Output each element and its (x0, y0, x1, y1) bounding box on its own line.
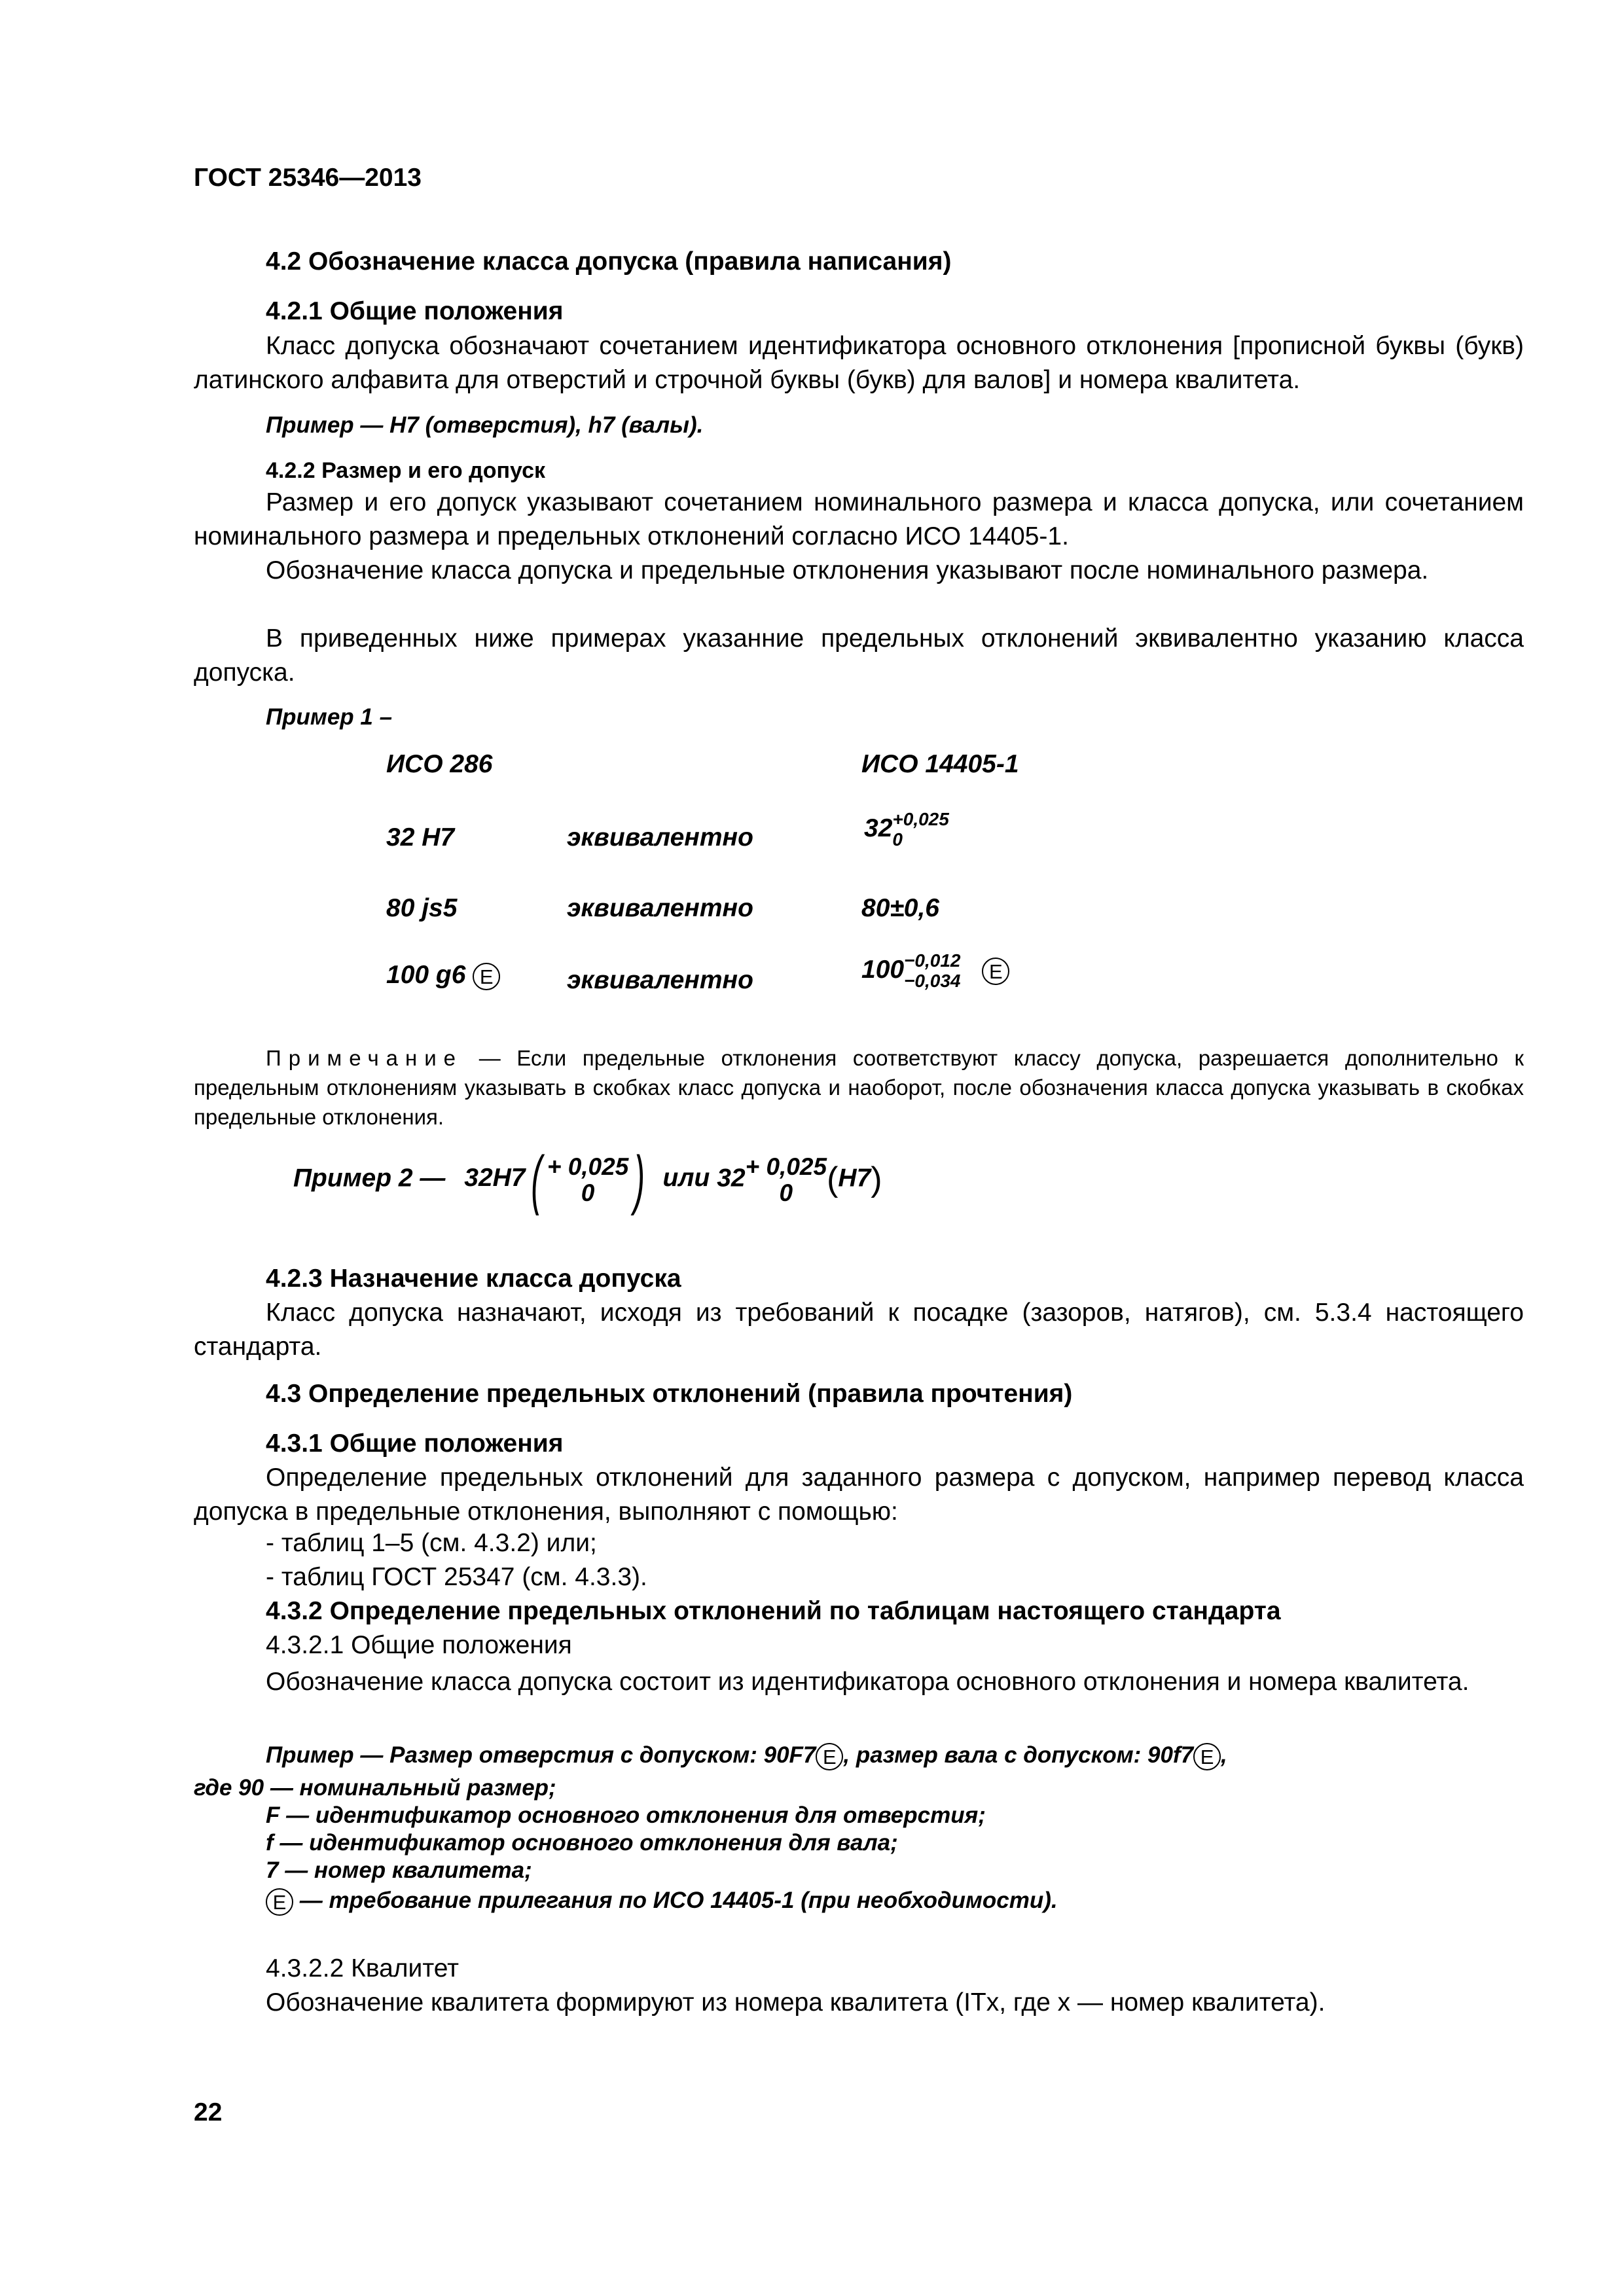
example-1-row-1-right (864, 810, 949, 849)
section-4-2-3-text: Класс допуска назначают, исходя из требований к посадке (зазоров, натягов), см. 5.3.4 настоящего стандарта. (194, 1299, 1524, 1361)
section-4-2-2-title: 4.2.2 Размер и его допуск (266, 458, 546, 483)
example-2-upper-b: + 0,025 (745, 1153, 827, 1180)
example-2-or: или (662, 1164, 710, 1193)
section-4-3-1-title: 4.3.1 Общие положения (266, 1429, 564, 1458)
paren-open-icon: ( (827, 1160, 839, 1198)
example-2-lower-b: 0 (779, 1179, 793, 1206)
tolerance-stack (892, 810, 948, 849)
example-2-stack-b (746, 1155, 827, 1205)
example-2-a: 32H7 (464, 1164, 526, 1193)
example-1-row-3-right (861, 952, 1009, 990)
example-1-row-1-left: 32 H7 (386, 823, 455, 852)
tolerance-base: 32 (864, 814, 893, 842)
page-number: 22 (194, 2098, 223, 2126)
paren-close-icon: ) (634, 1143, 645, 1216)
example-line-4: f — идентификатор основного отклонения для вала; (266, 1830, 898, 1856)
section-4-3-2-2-title: 4.3.2.2 Квалитет (266, 1954, 460, 1982)
tolerance-upper: +0,025 (892, 809, 949, 829)
section-4-2-2-p2: Обозначение класса допуска и предельные отклонения указывают после номинального размера. (266, 556, 1429, 584)
tolerance-upper: −0,012 (904, 950, 961, 971)
example-1-col-left: ИСО 286 (386, 750, 493, 778)
example-line-5: 7 — номер квалитета; (266, 1857, 532, 1883)
section-4-2-1-title: 4.2.1 Общие положения (266, 297, 564, 325)
example-main: Пример — H7 (отверстия), h7 (валы). (266, 412, 704, 438)
example-line-2: где 90 — номинальный размер; (194, 1775, 556, 1801)
list-item: - таблиц ГОСТ 25347 (см. 4.3.3). (266, 1563, 647, 1591)
example-2-label: Пример 2 — (293, 1164, 446, 1193)
tolerance-stack (904, 952, 960, 990)
example-2-stack-a (547, 1155, 628, 1205)
envelope-requirement-icon: E (266, 1888, 293, 1916)
example-2-class: H7 (838, 1164, 871, 1193)
example-2-upper-a: + 0,025 (547, 1153, 629, 1180)
section-4-2-1-text: Класс допуска обозначают сочетанием идентификатора основного отклонения [прописной буквы (букв) латинского алфавита для отверстий и строчной буквы (букв) для валов] и номера квалитета. (194, 332, 1524, 394)
note-label: Примечание (266, 1046, 463, 1070)
example-line-1-b: , размер вала с допуском: 90f7 (843, 1742, 1194, 1768)
example-line-1 (266, 1742, 1227, 1770)
section-4-3-2-1-title: 4.3.2.1 Общие положения (266, 1631, 572, 1659)
example-line-1-a: Пример — Размер отверстия с допуском: 90F7 (266, 1742, 816, 1768)
paren-close-icon: ) (871, 1160, 882, 1198)
section-4-3-2-1-text: Обозначение класса допуска состоит из идентификатора основного отклонения и номера квалитета. (266, 1668, 1470, 1696)
example-1-row-2-right: 80±0,6 (861, 894, 939, 922)
note-text: — Если предельные отклонения соответствуют классу допуска, разрешается дополнительно к предельным отклонениям указывать в скобках класс допуска и наоборот, после обозначения класса допуска указывать в скобках предельные отклонения. (194, 1046, 1524, 1129)
example-line-1-c: , (1221, 1742, 1227, 1768)
section-4-3-title: 4.3 Определение предельных отклонений (правила прочтения) (266, 1380, 1073, 1408)
paren-open-icon: ( (530, 1143, 542, 1216)
tolerance-lower: −0,034 (904, 971, 961, 991)
example-2 (293, 1143, 882, 1216)
envelope-requirement-icon: E (1193, 1743, 1221, 1770)
note (194, 1043, 1524, 1132)
envelope-requirement-icon: E (982, 958, 1009, 985)
example-2-lower-a: 0 (581, 1179, 595, 1206)
example-line-6-text: — требование прилегания по ИСО 14405-1 (при необходимости). (293, 1888, 1058, 1913)
section-4-2-2-p1: Размер и его допуск указывают сочетанием номинального размера и класса допуска, или сочетанием номинального размера и предельных отклонений согласно ИСО 14405-1. (194, 488, 1524, 550)
section-4-2-3-title: 4.2.3 Назначение класса допуска (266, 1265, 681, 1293)
example-1-row-3-left (386, 961, 500, 990)
example-1-col-right: ИСО 14405-1 (861, 750, 1019, 778)
example-1-row-2-equiv: эквивалентно (567, 894, 753, 922)
example-line-3: F — идентификатор основного отклонения для отверстия; (266, 1803, 986, 1828)
example-1-row-3-equiv: эквивалентно (567, 966, 753, 994)
section-4-3-2-2-text: Обозначение квалитета формируют из номера квалитета (ITx, где x — номер квалитета). (266, 1988, 1326, 2017)
example-1-row-2-left: 80 js5 (386, 894, 458, 922)
section-4-3-1-text: Определение предельных отклонений для заданного размера с допуском, например перевод класса допуска в предельные отклонения, выполняют с помощью: (194, 1463, 1524, 1526)
tolerance-lower: 0 (892, 829, 903, 850)
section-4-2-2-p3: В приведенных ниже примерах указанние предельных отклонений эквивалентно указанию класса допуска. (194, 624, 1524, 687)
section-4-3-2-title: 4.3.2 Определение предельных отклонений по таблицам настоящего стандарта (266, 1597, 1281, 1625)
list-item: - таблиц 1–5 (см. 4.3.2) или; (266, 1529, 597, 1557)
envelope-requirement-icon: E (816, 1743, 843, 1770)
example-1-row-3-left-text: 100 g6 (386, 961, 466, 989)
document-header: ГОСТ 25346—2013 (194, 164, 422, 192)
example-2-b: 32 (717, 1164, 746, 1193)
tolerance-base: 100 (861, 955, 905, 984)
example-1-label: Пример 1 – (266, 704, 393, 730)
envelope-requirement-icon: E (473, 963, 500, 990)
example-1-row-1-equiv: эквивалентно (567, 823, 753, 852)
example-line-6 (266, 1888, 1058, 1916)
section-4-2-title: 4.2 Обозначение класса допуска (правила написания) (266, 247, 952, 276)
